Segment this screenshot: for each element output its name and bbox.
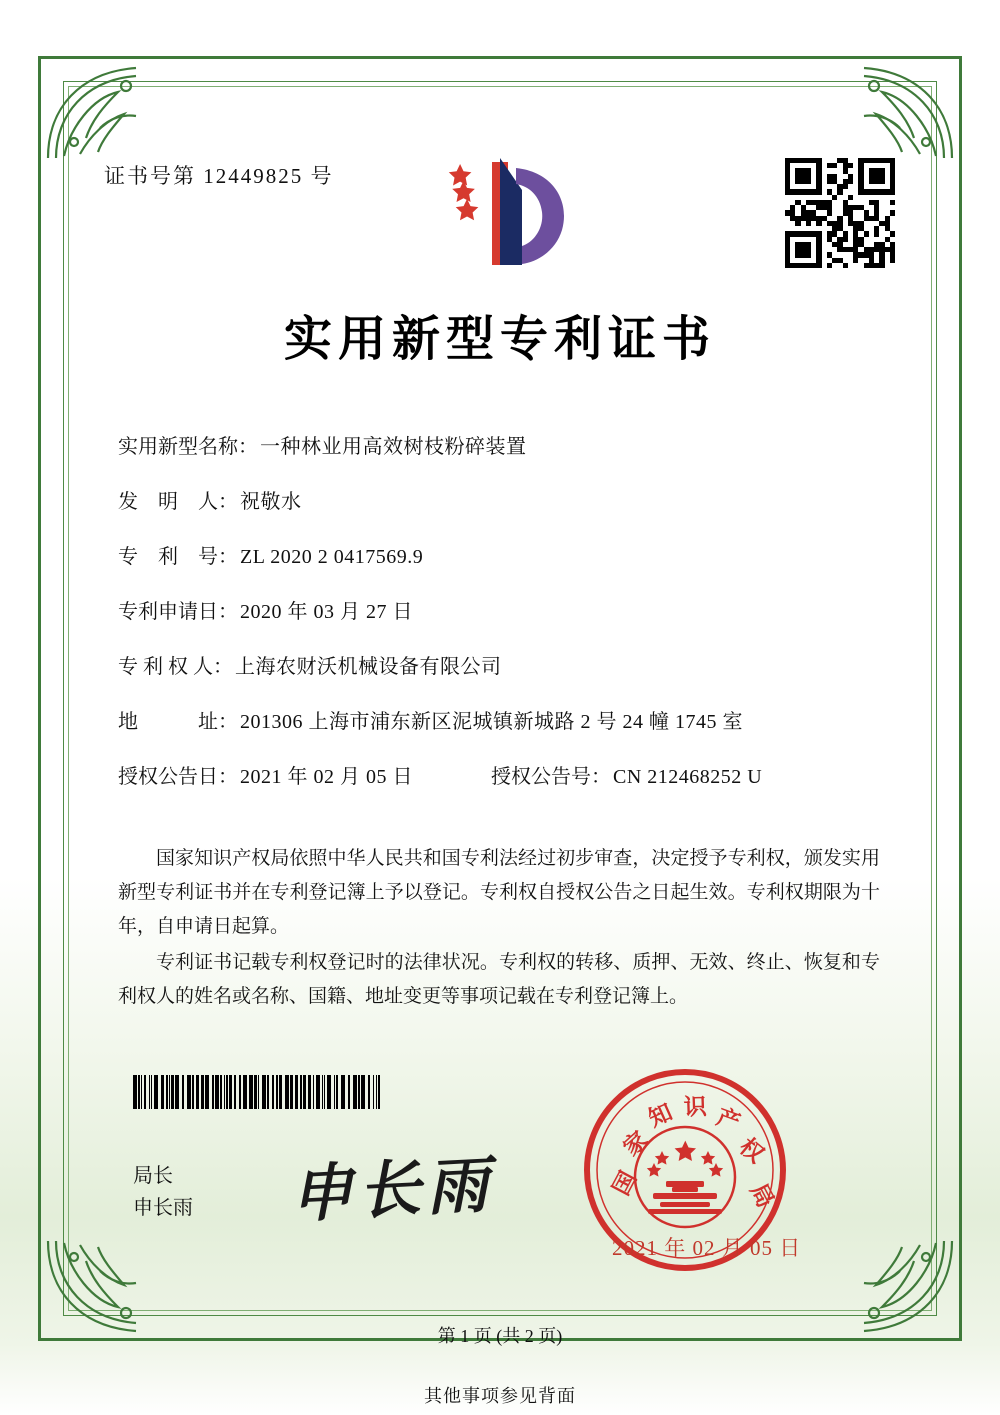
field-patent-number [118, 540, 888, 569]
svg-text:识: 识 [683, 1094, 708, 1121]
field-value: 2020 年 03 月 27 日 [240, 601, 413, 623]
cnipa-logo-icon [430, 150, 580, 275]
field-inventor [118, 485, 888, 514]
seal-date: 2021 年 02 月 05 日 [612, 1236, 802, 1260]
field-label: 实用新型名称： [118, 436, 258, 458]
field-address [118, 705, 888, 734]
svg-text:局: 局 [744, 1179, 779, 1213]
paragraph-grant-statement: 国家知识产权局依照中华人民共和国专利法经过初步审查，决定授予专利权，颁发实用新型专利证书并在专利登记簿上予以登记。专利权自授权公告之日起生效。专利权期限为十年，自申请日起算。 [118, 848, 880, 937]
field-grant-announcement [118, 760, 888, 789]
back-side-note: 其他事项参见背面 [424, 1386, 576, 1406]
field-utility-model-name [118, 430, 888, 459]
signature-block [133, 1160, 193, 1224]
director-name-label: 申长雨 [133, 1197, 193, 1219]
field-value: 祝敬水 [240, 491, 302, 513]
certificate-number: 证书号第 12449825 号 [104, 164, 334, 188]
qr-code [785, 158, 895, 268]
field-label: 专 利 号： [118, 546, 238, 568]
barcode [133, 1075, 383, 1109]
field-label: 专 利 权 人： [118, 656, 233, 678]
field-value: 一种林业用高效树枝粉碎装置 [260, 436, 527, 458]
svg-text:国: 国 [608, 1167, 643, 1200]
director-role-label: 局长 [133, 1165, 173, 1187]
handwritten-signature: 申长雨 [288, 1147, 497, 1232]
page-indicator: 第 1 页 (共 2 页) [437, 1326, 563, 1346]
page-title: 实用新型专利证书 [283, 311, 716, 367]
field-patentee [118, 650, 888, 679]
svg-text:产: 产 [712, 1104, 744, 1137]
grant-number-label: 授权公告号： [491, 766, 611, 788]
field-label: 专利申请日： [118, 601, 238, 623]
field-label: 地 址： [118, 711, 238, 733]
svg-text:家: 家 [618, 1126, 654, 1162]
field-value: ZL 2020 2 0417569.9 [240, 546, 424, 568]
grant-date-label: 授权公告日： [118, 766, 238, 788]
grant-date-value: 2021 年 02 月 05 日 [240, 766, 413, 788]
legal-text-block [118, 842, 880, 1016]
grant-number-value: CN 212468252 U [613, 766, 763, 788]
svg-text:知: 知 [644, 1099, 677, 1133]
paragraph-register-statement: 专利证书记载专利权登记时的法律状况。专利权的转移、质押、无效、终止、恢复和专利权人的姓名或名称、国籍、地址变更等事项记载在专利登记簿上。 [118, 952, 880, 1007]
field-value: 201306 上海市浦东新区泥城镇新城路 2 号 24 幢 1745 室 [240, 711, 743, 733]
field-list [118, 430, 888, 815]
svg-text:权: 权 [734, 1133, 769, 1169]
field-value: 上海农财沃机械设备有限公司 [235, 656, 502, 678]
field-application-date [118, 595, 888, 624]
field-label: 发 明 人： [118, 491, 238, 513]
